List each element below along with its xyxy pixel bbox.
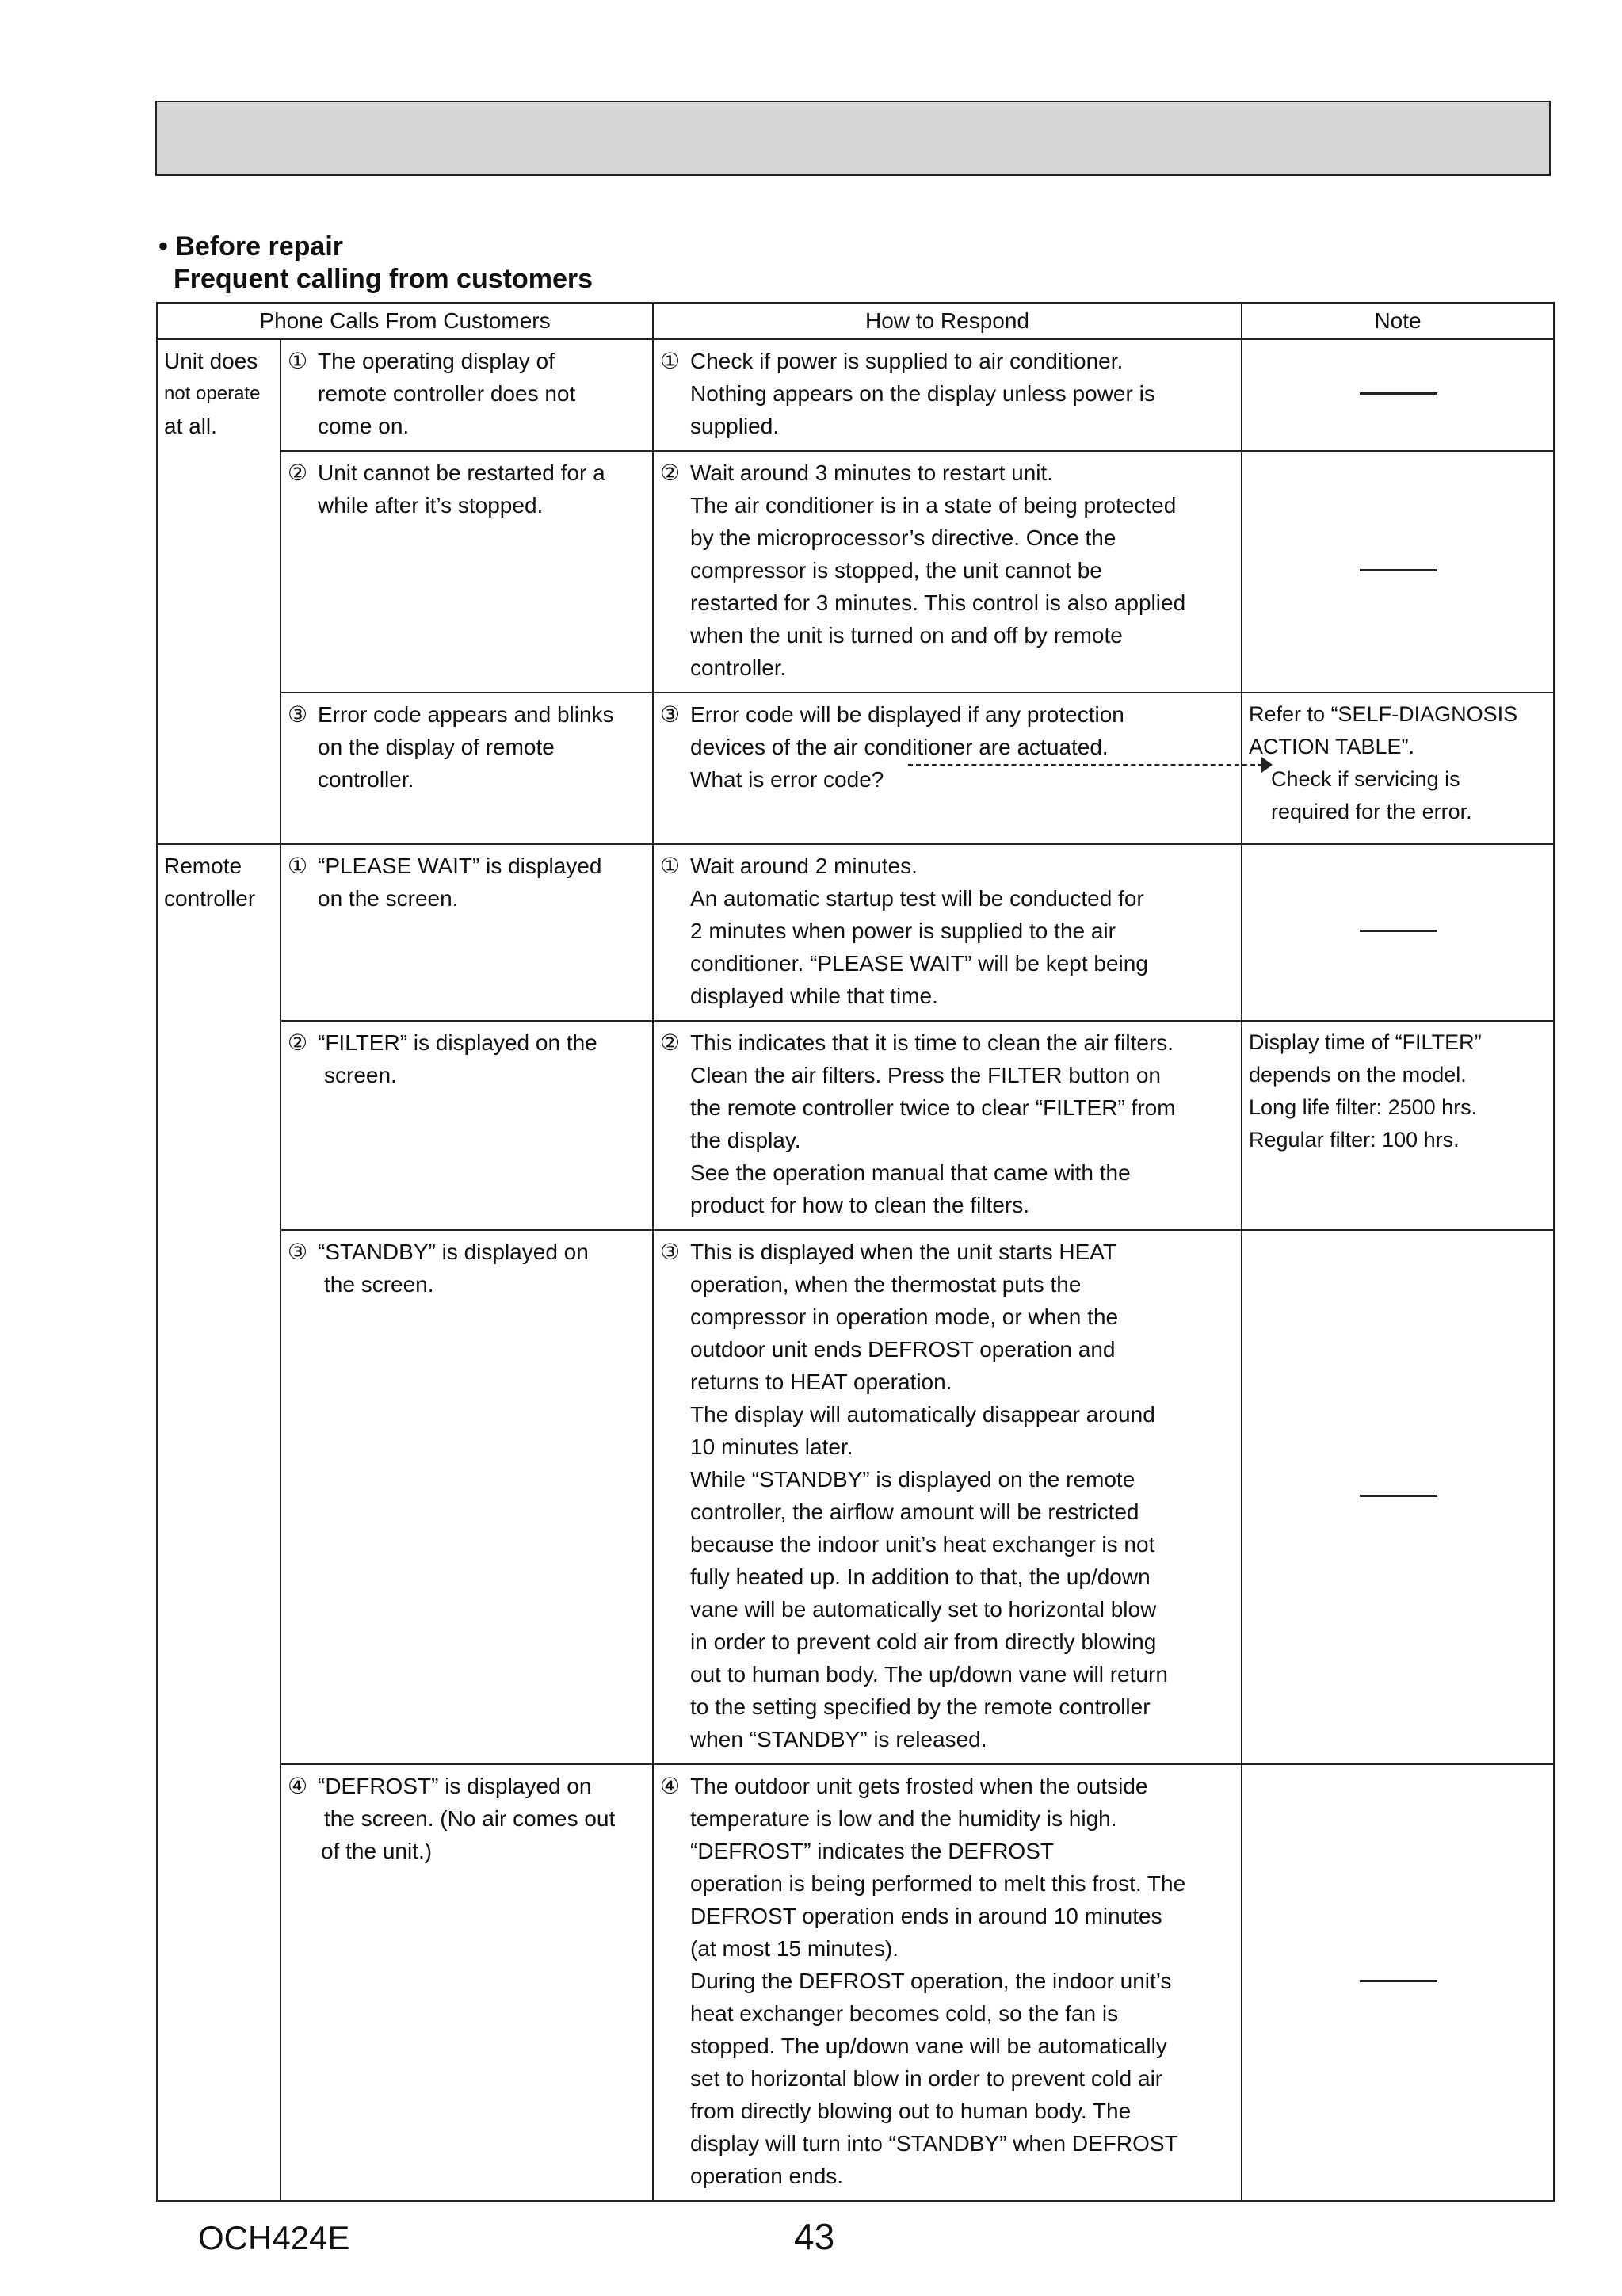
table-row bbox=[157, 451, 1554, 693]
table-header-row bbox=[157, 303, 1554, 339]
category-remote-controller: Remote controller bbox=[157, 844, 281, 2201]
empty-note-dash bbox=[1360, 1980, 1437, 1982]
section-title: • Before repair bbox=[158, 231, 343, 262]
respond-cell: ① Wait around 2 minutes. An automatic startup test will be conducted for 2 minutes when power is supplied to the air conditioner. “PLEASE WAIT” will be kept being displayed while that time. bbox=[653, 844, 1242, 1021]
respond-cell: ② Wait around 3 minutes to restart unit. The air conditioner is in a state of being protected by the microprocessor’s directive. Once the compressor is stopped, the unit cannot be restarted for 3 minutes. This control is also applied when the unit is turned on and off by remote controller. bbox=[653, 451, 1242, 693]
note-cell bbox=[1242, 451, 1554, 693]
table-row bbox=[157, 339, 1554, 451]
empty-note-dash bbox=[1360, 930, 1437, 932]
category-unit-not-operate: Unit does not operate at all. bbox=[157, 339, 281, 844]
dashed-arrow-line bbox=[908, 764, 1263, 766]
call-cell: ③ “STANDBY” is displayed on the screen. bbox=[281, 1230, 653, 1764]
note-cell bbox=[1242, 1230, 1554, 1764]
footer-model-code: OCH424E bbox=[198, 2219, 350, 2256]
call-cell: ③ Error code appears and blinks on the display of remote controller. bbox=[281, 693, 653, 844]
respond-cell: ③ Error code will be displayed if any protection devices of the air conditioner are actuated. What is error code? bbox=[653, 693, 1242, 844]
respond-cell: ③ This is displayed when the unit starts HEAT operation, when the thermostat puts the compressor in operation mode, or when the outdoor unit ends DEFROST operation and returns to HEAT operation. The display will automatically disappear around 10 minutes later. While “STANDBY” is displayed on the remote controller, the airflow amount will be restricted because the indoor unit’s heat exchanger is not fully heated up. In addition to that, the up/down vane will be automatically set to horizontal blow in order to prevent cold air from directly blowing out to human body. The up/down vane will return to the setting specified by the remote controller when “STANDBY” is released. bbox=[653, 1230, 1242, 1764]
table-row bbox=[157, 1230, 1554, 1764]
call-cell: ② “FILTER” is displayed on the screen. bbox=[281, 1021, 653, 1230]
respond-cell: ④ The outdoor unit gets frosted when the outside temperature is low and the humidity is high. “DEFROST” indicates the DEFROST operation is being performed to melt this frost. The DEFROST operation ends in around 10 minutes (at most 15 minutes). During the DEFROST operation, the indoor unit’s heat exchanger becomes cold, so the fan is stopped. The up/down vane will be automatically set to horizontal blow in order to prevent cold air from directly blowing out to human body. The display will turn into “STANDBY” when DEFROST operation ends. bbox=[653, 1764, 1242, 2201]
note-cell bbox=[1242, 1764, 1554, 2201]
table-row bbox=[157, 1021, 1554, 1230]
call-cell: ④ “DEFROST” is displayed on the screen. (No air comes out of the unit.) bbox=[281, 1764, 653, 2201]
respond-cell: ① Check if power is supplied to air conditioner. Nothing appears on the display unless power is supplied. bbox=[653, 339, 1242, 451]
header-phone-calls: Phone Calls From Customers bbox=[157, 303, 653, 339]
troubleshooting-table bbox=[156, 302, 1553, 2202]
header-note: Note bbox=[1242, 303, 1554, 339]
note-cell: Refer to “SELF-DIAGNOSIS ACTION TABLE”. Check if servicing is required for the error. bbox=[1242, 693, 1554, 844]
empty-note-dash bbox=[1360, 392, 1437, 395]
note-cell bbox=[1242, 339, 1554, 451]
section-subtitle: Frequent calling from customers bbox=[174, 264, 593, 294]
empty-note-dash bbox=[1360, 569, 1437, 571]
header-how-to-respond: How to Respond bbox=[653, 303, 1242, 339]
table-row bbox=[157, 844, 1554, 1021]
empty-note-dash bbox=[1360, 1495, 1437, 1497]
call-cell: ① “PLEASE WAIT” is displayed on the screen. bbox=[281, 844, 653, 1021]
header-bar bbox=[155, 101, 1551, 176]
arrow-head-icon bbox=[1261, 757, 1273, 773]
note-cell: Display time of “FILTER” depends on the model. Long life filter: 2500 hrs. Regular filter: 100 hrs. bbox=[1242, 1021, 1554, 1230]
note-cell bbox=[1242, 844, 1554, 1021]
table-row bbox=[157, 693, 1554, 844]
call-cell: ① The operating display of remote controller does not come on. bbox=[281, 339, 653, 451]
page-number: 43 bbox=[794, 2216, 835, 2257]
table-row bbox=[157, 1764, 1554, 2201]
call-cell: ② Unit cannot be restarted for a while after it’s stopped. bbox=[281, 451, 653, 693]
respond-cell: ② This indicates that it is time to clean the air filters. Clean the air filters. Press the FILTER button on the remote controller twice to clear “FILTER” from the display. See the operation manual that came with the product for how to clean the filters. bbox=[653, 1021, 1242, 1230]
